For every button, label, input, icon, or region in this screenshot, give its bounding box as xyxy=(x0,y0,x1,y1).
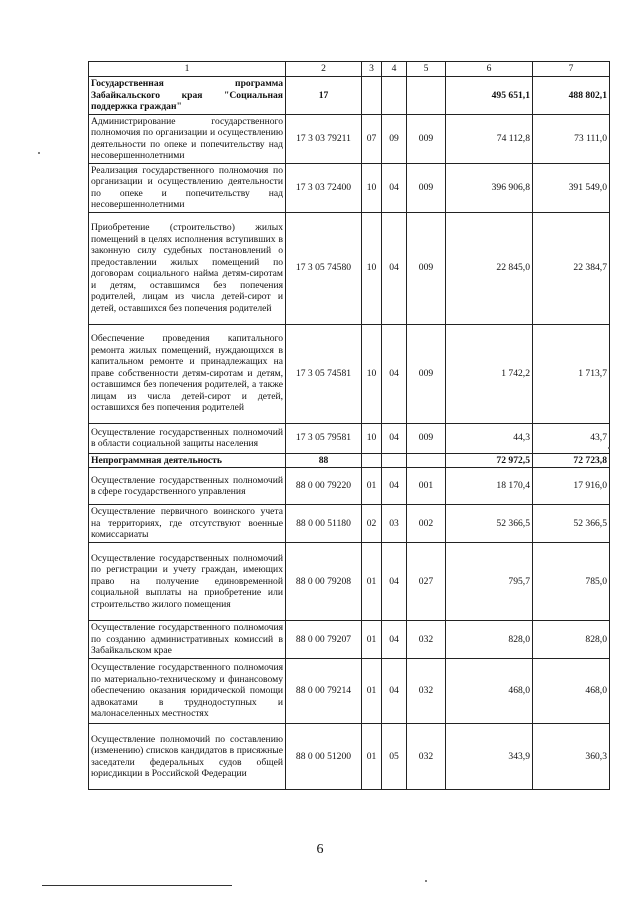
table-row xyxy=(89,724,610,790)
budget-table xyxy=(88,61,610,790)
row-amount-year2: 73 111,0 xyxy=(533,114,610,163)
row-amount-year1: 22 845,0 xyxy=(446,212,533,324)
row-subsection xyxy=(382,77,407,115)
row-amount-year2: 360,3 xyxy=(533,724,610,790)
row-amount-year2: 22 384,7 xyxy=(533,212,610,324)
row-expense-type: 002 xyxy=(407,505,446,543)
row-name: Осуществление государственных полномочий в сфере государственного управления xyxy=(89,468,286,505)
row-amount-year2: 52 366,5 xyxy=(533,505,610,543)
column-header-4: 4 xyxy=(382,62,407,77)
table-row xyxy=(89,505,610,543)
column-number-row xyxy=(89,62,610,77)
table-row xyxy=(89,423,610,453)
table-row xyxy=(89,212,610,324)
row-name: Непрограммная деятельность xyxy=(89,453,286,468)
row-expense-type: 009 xyxy=(407,212,446,324)
row-name: Администрирование государственного полномочия по организации и осуществлению деятельности по опеке и попечительству над несовершеннолетними xyxy=(89,114,286,163)
table-row xyxy=(89,163,610,212)
row-name: Реализация государственного полномочия по организации и осуществлению деятельности по опеке и попечительству над несовершеннолетними xyxy=(89,163,286,212)
row-target-article: 17 3 05 79581 xyxy=(286,423,362,453)
row-target-article: 88 xyxy=(286,453,362,468)
row-expense-type: 009 xyxy=(407,114,446,163)
table-row xyxy=(89,114,610,163)
row-expense-type: 032 xyxy=(407,621,446,659)
row-target-article: 88 0 00 79208 xyxy=(286,543,362,621)
row-target-article: 88 0 00 79220 xyxy=(286,468,362,505)
column-header-5: 5 xyxy=(407,62,446,77)
row-subsection: 03 xyxy=(382,505,407,543)
row-section: 01 xyxy=(362,543,382,621)
row-expense-type: 032 xyxy=(407,659,446,724)
row-subsection: 05 xyxy=(382,724,407,790)
table-row xyxy=(89,324,610,423)
row-subsection: 04 xyxy=(382,468,407,505)
row-amount-year2: 17 916,0 xyxy=(533,468,610,505)
row-subsection: 04 xyxy=(382,324,407,423)
row-section: 01 xyxy=(362,724,382,790)
row-section: 07 xyxy=(362,114,382,163)
row-target-article: 88 0 00 79207 xyxy=(286,621,362,659)
row-amount-year1: 828,0 xyxy=(446,621,533,659)
table-row xyxy=(89,77,610,115)
row-expense-type: 009 xyxy=(407,324,446,423)
row-name: Осуществление государственного полномочия по созданию административных комиссий в Забайкальском крае xyxy=(89,621,286,659)
row-amount-year1: 44,3 xyxy=(446,423,533,453)
row-amount-year1: 343,9 xyxy=(446,724,533,790)
row-name: Обеспечение проведения капитального ремонта жилых помещений, нуждающихся в капитальном ремонте и принадлежащих на праве собственности детям-сиротам и детям, оставшимся без попечения родителей, а также лицам из числа детей-сирот и детей, оставшихся без попечения родителей xyxy=(89,324,286,423)
row-subsection: 04 xyxy=(382,163,407,212)
row-expense-type xyxy=(407,77,446,115)
row-amount-year1: 495 651,1 xyxy=(446,77,533,115)
table-row xyxy=(89,659,610,724)
row-target-article: 17 xyxy=(286,77,362,115)
row-amount-year1: 396 906,8 xyxy=(446,163,533,212)
row-section: 01 xyxy=(362,659,382,724)
row-amount-year2: 828,0 xyxy=(533,621,610,659)
row-target-article: 17 3 03 79211 xyxy=(286,114,362,163)
row-section: 01 xyxy=(362,468,382,505)
row-amount-year1: 52 366,5 xyxy=(446,505,533,543)
row-amount-year2: 488 802,1 xyxy=(533,77,610,115)
row-subsection: 04 xyxy=(382,543,407,621)
row-name: Осуществление первичного воинского учета на территориях, где отсутствуют военные комиссариаты xyxy=(89,505,286,543)
row-name: Осуществление полномочий по составлению (изменению) списков кандидатов в присяжные заседатели федеральных судов общей юрисдикции в Российской Федерации xyxy=(89,724,286,790)
table-row xyxy=(89,453,610,468)
page-number: 6 xyxy=(316,842,324,857)
row-section: 10 xyxy=(362,163,382,212)
row-target-article: 88 0 00 51180 xyxy=(286,505,362,543)
row-name: Осуществление государственного полномочия по материально-техническому и финансовому обеспечению оказания юридической помощи адвокатами в труднодоступных и малонаселенных местностях xyxy=(89,659,286,724)
row-amount-year2: 72 723,8 xyxy=(533,453,610,468)
table-row xyxy=(89,621,610,659)
table-row xyxy=(89,468,610,505)
row-amount-year1: 795,7 xyxy=(446,543,533,621)
row-amount-year1: 72 972,5 xyxy=(446,453,533,468)
row-subsection: 09 xyxy=(382,114,407,163)
column-header-3: 3 xyxy=(362,62,382,77)
scan-speck xyxy=(38,152,40,154)
column-header-1: 1 xyxy=(89,62,286,77)
row-expense-type: 009 xyxy=(407,423,446,453)
row-name: Осуществление государственных полномочий по регистрации и учету граждан, имеющих право на получение единовременной социальной выплаты на приобретение или строительство жилого помещения xyxy=(89,543,286,621)
row-subsection xyxy=(382,453,407,468)
row-target-article: 17 3 05 74581 xyxy=(286,324,362,423)
column-header-6: 6 xyxy=(446,62,533,77)
row-expense-type: 032 xyxy=(407,724,446,790)
row-subsection: 04 xyxy=(382,212,407,324)
row-target-article: 17 3 03 72400 xyxy=(286,163,362,212)
row-target-article: 17 3 05 74580 xyxy=(286,212,362,324)
row-amount-year1: 1 742,2 xyxy=(446,324,533,423)
row-name: Осуществление государственных полномочий в области социальной защиты населения xyxy=(89,423,286,453)
row-section: 02 xyxy=(362,505,382,543)
row-amount-year2: 1 713,7 xyxy=(533,324,610,423)
row-section xyxy=(362,77,382,115)
row-section xyxy=(362,453,382,468)
scan-speck xyxy=(425,880,427,882)
row-section: 01 xyxy=(362,621,382,659)
row-expense-type: 009 xyxy=(407,163,446,212)
row-target-article: 88 0 00 79214 xyxy=(286,659,362,724)
footer-rule xyxy=(42,885,232,886)
row-amount-year1: 18 170,4 xyxy=(446,468,533,505)
row-name: Государственная программа Забайкальского края "Социальная поддержка граждан" xyxy=(89,77,286,115)
row-name: Приобретение (строительство) жилых помещений в целях исполнения вступивших в законную силу судебных постановлений о предоставлении жилых помещений по договорам социального найма детям-сиротам и детям, оставшимся без попечения родителей, лицам из числа детей-сирот и детей, оставшихся без попечения родителей xyxy=(89,212,286,324)
row-subsection: 04 xyxy=(382,423,407,453)
row-amount-year2: 785,0 xyxy=(533,543,610,621)
row-subsection: 04 xyxy=(382,621,407,659)
row-amount-year1: 74 112,8 xyxy=(446,114,533,163)
row-target-article: 88 0 00 51200 xyxy=(286,724,362,790)
row-expense-type: 001 xyxy=(407,468,446,505)
scan-speck xyxy=(608,447,610,449)
row-amount-year1: 468,0 xyxy=(446,659,533,724)
row-expense-type xyxy=(407,453,446,468)
row-section: 10 xyxy=(362,423,382,453)
row-subsection: 04 xyxy=(382,659,407,724)
row-section: 10 xyxy=(362,212,382,324)
row-amount-year2: 468,0 xyxy=(533,659,610,724)
row-amount-year2: 391 549,0 xyxy=(533,163,610,212)
column-header-2: 2 xyxy=(286,62,362,77)
column-header-7: 7 xyxy=(533,62,610,77)
row-amount-year2: 43,7 xyxy=(533,423,610,453)
row-section: 10 xyxy=(362,324,382,423)
table-row xyxy=(89,543,610,621)
row-expense-type: 027 xyxy=(407,543,446,621)
